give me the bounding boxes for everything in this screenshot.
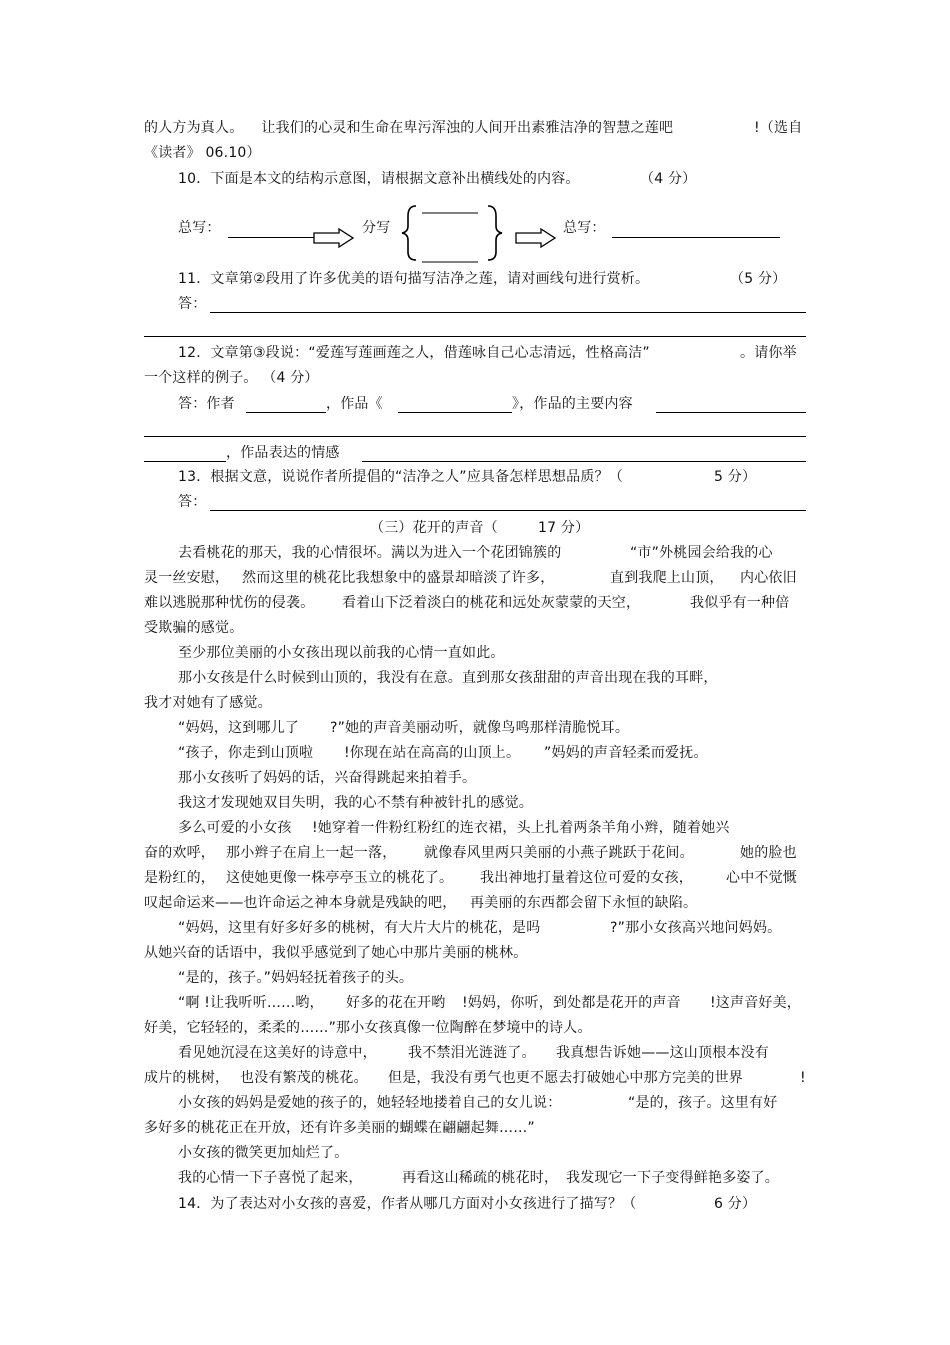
story-line: 多么可爱的小女孩 bbox=[178, 820, 292, 836]
story-line: “市”外桃园会给我的心 bbox=[630, 545, 773, 561]
q12-text-b: 。请你举 bbox=[740, 345, 797, 361]
intro-line-2: 《读者》 06.10） bbox=[144, 145, 261, 161]
q13-answer-label: 答： bbox=[178, 494, 207, 510]
story-line: 我真想告诉她——这山顶根本没有 bbox=[556, 1045, 769, 1061]
story-line: 然而这里的桃花比我想象中的盛景却暗淡了许多， bbox=[242, 570, 555, 586]
story-line: 再看这山稀疏的桃花时， bbox=[402, 1170, 559, 1186]
story-line: 受欺骗的感觉。 bbox=[144, 620, 244, 636]
q14-score: 6 分） bbox=[714, 1196, 757, 1212]
q12-emotion-pre-blank[interactable] bbox=[144, 461, 226, 462]
story-line: 好美，它轻轻的，柔柔的……”那小女孩真像一位陶醉在梦境中的诗人。 bbox=[144, 1020, 592, 1036]
story-line: !这声音好美， bbox=[710, 995, 802, 1011]
q12-work-blank[interactable] bbox=[398, 412, 512, 413]
story-line: 从她兴奋的话语中，我似乎感觉到了她心中那片美丽的桃林。 bbox=[144, 945, 528, 961]
story-line: 叹起命运来——也许命运之神本身就是残缺的吧， bbox=[144, 895, 457, 911]
q10-text: 10．下面是本文的结构示意图，请根据文意补出横线处的内容。 bbox=[178, 171, 580, 187]
q10-score: （4 分） bbox=[640, 171, 697, 187]
section3-title-a: （三）花开的声音（ bbox=[370, 520, 498, 536]
q10-sub-label: 分写 bbox=[362, 220, 391, 236]
q12-ans-work: ，作品《 bbox=[326, 396, 383, 412]
story-line: 奋的欢呼， bbox=[144, 845, 215, 861]
q12-content-blank[interactable] bbox=[656, 412, 806, 413]
q11-answer-line-1[interactable] bbox=[210, 312, 806, 313]
story-line: 难以逃脱那种忧伤的侵袭。 bbox=[144, 595, 315, 611]
story-line: “妈妈，这到哪儿了 bbox=[178, 720, 300, 736]
story-line: 是粉红的， bbox=[144, 870, 215, 886]
story-line: 我这才发现她双目失明，我的心不禁有种被针扎的感觉。 bbox=[178, 795, 533, 811]
q11-answer-label: 答： bbox=[178, 296, 207, 312]
story-line: 那小女孩听了妈妈的话，兴奋得跳起来拍着手。 bbox=[178, 770, 477, 786]
q14-text: 14．为了表达对小女孩的喜爱，作者从哪几方面对小女孩进行了描写？（ bbox=[178, 1196, 637, 1212]
q11-answer-line-2[interactable] bbox=[144, 336, 806, 337]
arrow-right-icon bbox=[515, 228, 557, 248]
story-line: 但是，我没有勇气也更不愿去打破她心中那方完美的世界 bbox=[388, 1070, 743, 1086]
story-line: !妈妈，你听，到处都是花开的声音 bbox=[462, 995, 681, 1011]
story-line: 我才对她有了感觉。 bbox=[144, 695, 272, 711]
brace-box-diagram bbox=[400, 202, 510, 266]
q10-blank-1[interactable] bbox=[228, 237, 314, 238]
story-line: ?”她的声音美丽动听，就像鸟鸣那样清脆悦耳。 bbox=[330, 720, 630, 736]
q12-text-c: 一个这样的例子。 （4 分） bbox=[144, 370, 319, 386]
story-line: 灵一丝安慰， bbox=[144, 570, 230, 586]
q10-total-label-2: 总写： bbox=[563, 220, 606, 236]
story-line: 至少那位美丽的小女孩出现以前我的心情一直如此。 bbox=[178, 645, 505, 661]
q13-text: 13．根据文意，说说作者所提倡的“洁净之人”应具备怎样思想品质？（ bbox=[178, 469, 623, 485]
story-line: “是的，孩子。这里有好 bbox=[628, 1095, 778, 1111]
story-line: 再美丽的东西都会留下永恒的缺陷。 bbox=[470, 895, 698, 911]
story-line: 我出神地打量着这位可爱的女孩， bbox=[480, 870, 693, 886]
q13-answer-line[interactable] bbox=[210, 510, 806, 511]
story-line: 那小女孩是什么时候到山顶的，我没有在意。直到那女孩甜甜的声音出现在我的耳畔， bbox=[178, 670, 718, 686]
story-line: 小女孩的微笑更加灿烂了。 bbox=[178, 1145, 349, 1161]
arrow-right-icon bbox=[313, 228, 355, 248]
q11-score: （5 分） bbox=[730, 271, 787, 287]
q12-ans-emotion: ，作品表达的情感 bbox=[226, 445, 340, 461]
intro-source-open: !（选自 bbox=[754, 120, 803, 136]
story-line: 成片的桃树， bbox=[144, 1070, 230, 1086]
story-line: “孩子，你走到山顶啦 bbox=[178, 745, 314, 761]
story-line: 她的脸也 bbox=[740, 845, 797, 861]
story-line: 就像春风里两只美丽的小燕子跳跃于花间。 bbox=[424, 845, 694, 861]
story-line: 好多的花在开哟 bbox=[346, 995, 446, 1011]
story-line: 我发现它一下子变得鲜艳多姿了。 bbox=[566, 1170, 779, 1186]
story-line: !你现在站在高高的山顶上。 bbox=[344, 745, 521, 761]
story-line: ?”那小女孩高兴地问妈妈。 bbox=[610, 920, 782, 936]
story-line: “啊 !让我听听……哟， bbox=[178, 995, 324, 1011]
q12-text-a: 12．文章第③段说：“爱莲写莲画莲之人，借莲咏自己心志清远，性格高洁” bbox=[178, 345, 650, 361]
q12-emotion-blank[interactable] bbox=[362, 461, 806, 462]
story-line: !她穿着一件粉红粉红的连衣裙，头上扎着两条羊角小辫，随着她兴 bbox=[312, 820, 730, 836]
story-line: ”妈妈的声音轻柔而爱抚。 bbox=[544, 745, 708, 761]
story-line: 看着山下泛着淡白的桃花和远处灰蒙蒙的天空， bbox=[342, 595, 641, 611]
story-line: 心中不觉慨 bbox=[726, 870, 797, 886]
story-line: “是的，孩子。”妈妈轻抚着孩子的头。 bbox=[178, 970, 414, 986]
story-line: 直到我爬上山顶， bbox=[610, 570, 724, 586]
q10-blank-2[interactable] bbox=[612, 237, 780, 238]
story-line: 我似乎有一种倍 bbox=[690, 595, 790, 611]
section3-title-b: 17 分） bbox=[538, 520, 590, 536]
story-line: 也没有繁茂的桃花。 bbox=[240, 1070, 368, 1086]
story-line: 小女孩的妈妈是爱她的孩子的，她轻轻地搂着自己的女儿说： bbox=[178, 1095, 562, 1111]
story-line: ! bbox=[800, 1070, 806, 1086]
q12-ans-author: 答：作者 bbox=[178, 396, 235, 412]
story-line: “妈妈，这里有好多好多的桃树，有大片大片的桃花，是吗 bbox=[178, 920, 541, 936]
story-line: 我的心情一下子喜悦了起来， bbox=[178, 1170, 363, 1186]
story-line: 多好多的桃花正在开放，还有许多美丽的蝴蝶在翩翩起舞……” bbox=[144, 1120, 535, 1136]
q11-text: 11．文章第②段用了许多优美的语句描写洁净之莲，请对画线句进行赏析。 bbox=[178, 271, 650, 287]
story-line: 我不禁泪光涟涟了。 bbox=[408, 1045, 536, 1061]
q10-total-label-1: 总写： bbox=[178, 220, 221, 236]
story-line: 内心依旧 bbox=[740, 570, 797, 586]
q13-score: 5 分） bbox=[714, 469, 757, 485]
q12-ans-content: 》，作品的主要内容 bbox=[512, 396, 633, 412]
q12-author-blank[interactable] bbox=[246, 412, 326, 413]
q12-answer-line[interactable] bbox=[144, 436, 806, 437]
story-line: 那小辫子在肩上一起一落， bbox=[226, 845, 397, 861]
story-line: 去看桃花的那天，我的心情很坏。满以为进入一个花团锦簇的 bbox=[178, 545, 562, 561]
story-line: 这使她更像一株亭亭玉立的桃花了。 bbox=[226, 870, 454, 886]
intro-line-1: 的人方为真人。 让我们的心灵和生命在卑污浑浊的人间开出素雅洁净的智慧之莲吧 bbox=[144, 120, 674, 136]
story-line: 看见她沉浸在这美好的诗意中， bbox=[178, 1045, 377, 1061]
